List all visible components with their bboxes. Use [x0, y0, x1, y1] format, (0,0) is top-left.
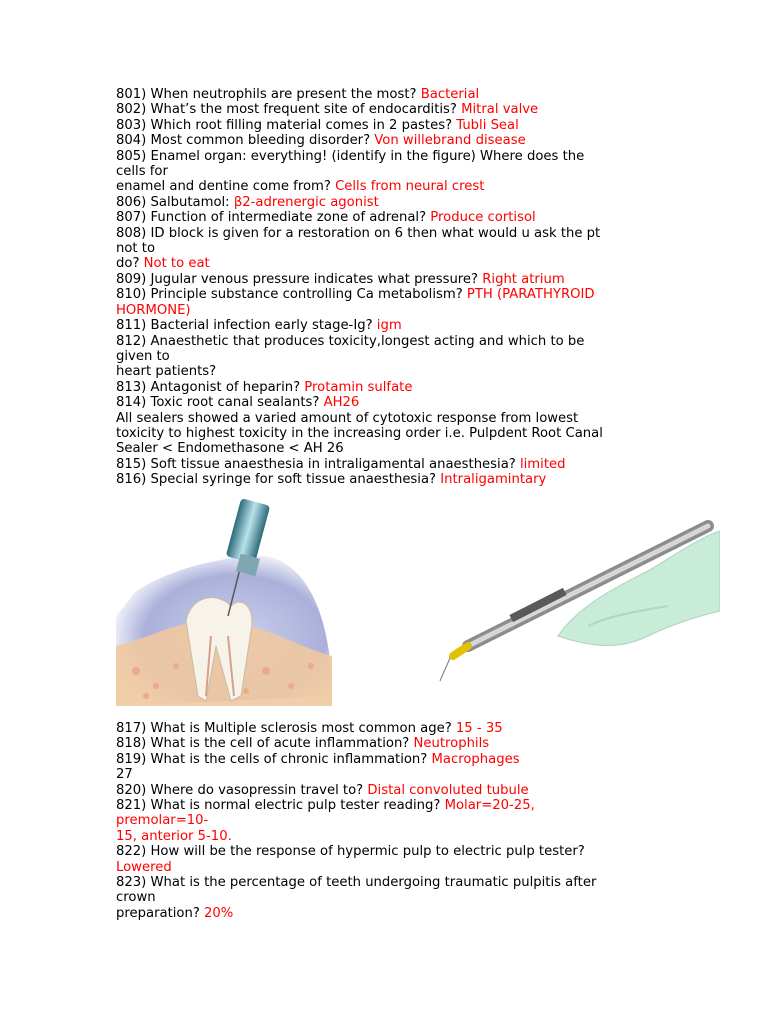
- question-text: 804) Most common bleeding disorder?: [116, 133, 375, 149]
- text-line: [116, 860, 656, 875]
- answer-text: Protamin sulfate: [304, 379, 413, 395]
- question-text: not to: [116, 241, 156, 257]
- answer-text: Not to eat: [143, 256, 210, 272]
- question-text: Sealer < Endomethasone < AH 26: [116, 441, 344, 457]
- answer-text: β2-adrenergic agonist: [233, 194, 379, 210]
- question-text: 811) Bacterial infection early stage-Ig?: [116, 318, 377, 334]
- question-text: enamel and dentine come from?: [116, 179, 336, 195]
- answer-text: Intraligamintary: [440, 472, 547, 488]
- question-text: All sealers showed a varied amount of cytotoxic response from lowest: [116, 410, 579, 426]
- answer-text: Cells from neural crest: [335, 179, 485, 195]
- answer-text: 15, anterior 5-10.: [116, 828, 232, 844]
- question-text: 809) Jugular venous pressure indicates what pressure?: [116, 271, 483, 287]
- text-line: [116, 798, 656, 813]
- answer-text: PTH (PARATHYROID: [466, 287, 595, 303]
- question-text: do?: [116, 256, 144, 272]
- text-line: [116, 210, 656, 225]
- answer-text: 20%: [204, 905, 234, 921]
- intraligamentary-syringe-photo: [438, 516, 720, 686]
- question-text: 27: [116, 767, 133, 783]
- text-line: [116, 318, 656, 333]
- question-text: 801) When neutrophils are present the most?: [116, 87, 421, 102]
- text-line: [116, 752, 656, 767]
- question-text: preparation?: [116, 905, 205, 921]
- text-line: [116, 241, 656, 256]
- question-text: 803) Which root filling material comes in 2 pastes?: [116, 117, 457, 133]
- text-line: [116, 472, 656, 487]
- text-line: [116, 164, 656, 179]
- question-text: 817) What is Multiple sclerosis most common age?: [116, 721, 456, 736]
- question-text: given to: [116, 348, 170, 364]
- answer-text: premolar=10-: [116, 813, 209, 829]
- question-text: 806) Salbutamol:: [116, 194, 234, 210]
- answer-text: Tubli Seal: [456, 117, 519, 133]
- answer-text: Neutrophils: [413, 736, 490, 752]
- text-line: [116, 721, 656, 736]
- question-text: 816) Special syringe for soft tissue anaesthesia?: [116, 472, 441, 488]
- text-line: [116, 813, 656, 828]
- text-line: [116, 411, 656, 426]
- question-text: heart patients?: [116, 364, 217, 380]
- text-line: [116, 736, 656, 751]
- question-text: 812) Anaesthetic that produces toxicity,longest acting and which to be: [116, 333, 585, 349]
- question-text: 810) Principle substance controlling Ca metabolism?: [116, 287, 467, 303]
- text-line: [116, 195, 656, 210]
- text-line: [116, 875, 656, 890]
- qa-block-lower: [116, 721, 656, 921]
- text-line: [116, 256, 656, 271]
- text-line: [116, 844, 656, 859]
- text-line: [116, 179, 656, 194]
- text-line: [116, 149, 656, 164]
- text-line: [116, 441, 656, 456]
- intraligamental-injection-illustration: [116, 496, 332, 706]
- answer-text: Right atrium: [482, 271, 565, 287]
- text-line: [116, 272, 656, 287]
- text-line: [116, 102, 656, 117]
- answer-text: Distal convoluted tubule: [367, 782, 529, 798]
- answer-text: Produce cortisol: [430, 210, 536, 226]
- answer-text: igm: [376, 318, 402, 334]
- question-text: crown: [116, 890, 156, 906]
- text-line: [116, 303, 656, 318]
- question-text: cells for: [116, 164, 168, 180]
- answer-text: Mitral valve: [461, 102, 539, 118]
- question-text: 807) Function of intermediate zone of adrenal?: [116, 210, 431, 226]
- question-text: toxicity to highest toxicity in the increasing order i.e. Pulpdent Root Canal: [116, 425, 603, 441]
- text-line: [116, 457, 656, 472]
- answer-text: Von willebrand disease: [374, 133, 526, 149]
- text-line: [116, 426, 656, 441]
- text-line: [116, 380, 656, 395]
- text-line: [116, 395, 656, 410]
- text-line: [116, 906, 656, 921]
- question-text: 808) ID block is given for a restoration on 6 then what would u ask the pt: [116, 225, 601, 241]
- text-line: [116, 118, 656, 133]
- text-line: [116, 783, 656, 798]
- question-text: 814) Toxic root canal sealants?: [116, 395, 324, 411]
- qa-block-upper: [116, 87, 656, 488]
- question-text: 805) Enamel organ: everything! (identify in the figure) Where does the: [116, 148, 585, 164]
- question-text: 823) What is the percentage of teeth undergoing traumatic pulpitis after: [116, 875, 597, 891]
- text-line: [116, 87, 656, 102]
- question-text: 813) Antagonist of heparin?: [116, 379, 305, 395]
- answer-text: Macrophages: [431, 751, 520, 767]
- text-line: [116, 364, 656, 379]
- answer-text: Molar=20-25,: [444, 798, 535, 814]
- text-line: [116, 226, 656, 241]
- answer-text: 15 - 35: [455, 721, 503, 736]
- text-line: [116, 349, 656, 364]
- text-line: [116, 133, 656, 148]
- text-line: [116, 287, 656, 302]
- text-line: [116, 334, 656, 349]
- answer-text: Lowered: [116, 859, 172, 875]
- answer-text: limited: [519, 456, 566, 472]
- text-line: [116, 890, 656, 905]
- question-text: 821) What is normal electric pulp tester reading?: [116, 798, 445, 814]
- answer-text: HORMONE): [116, 302, 191, 318]
- question-text: 815) Soft tissue anaesthesia in intraligamental anaesthesia?: [116, 456, 520, 472]
- text-line: [116, 767, 656, 782]
- text-line: [116, 829, 656, 844]
- question-text: 819) What is the cells of chronic inflammation?: [116, 751, 432, 767]
- answer-text: AH26: [323, 395, 360, 411]
- answer-text: Bacterial: [420, 87, 480, 102]
- question-text: 820) Where do vasopressin travel to?: [116, 782, 368, 798]
- question-text: 818) What is the cell of acute inflammation?: [116, 736, 414, 752]
- question-text: 822) How will be the response of hypermic pulp to electric pulp tester?: [116, 844, 585, 860]
- question-text: 802) What’s the most frequent site of endocarditis?: [116, 102, 462, 118]
